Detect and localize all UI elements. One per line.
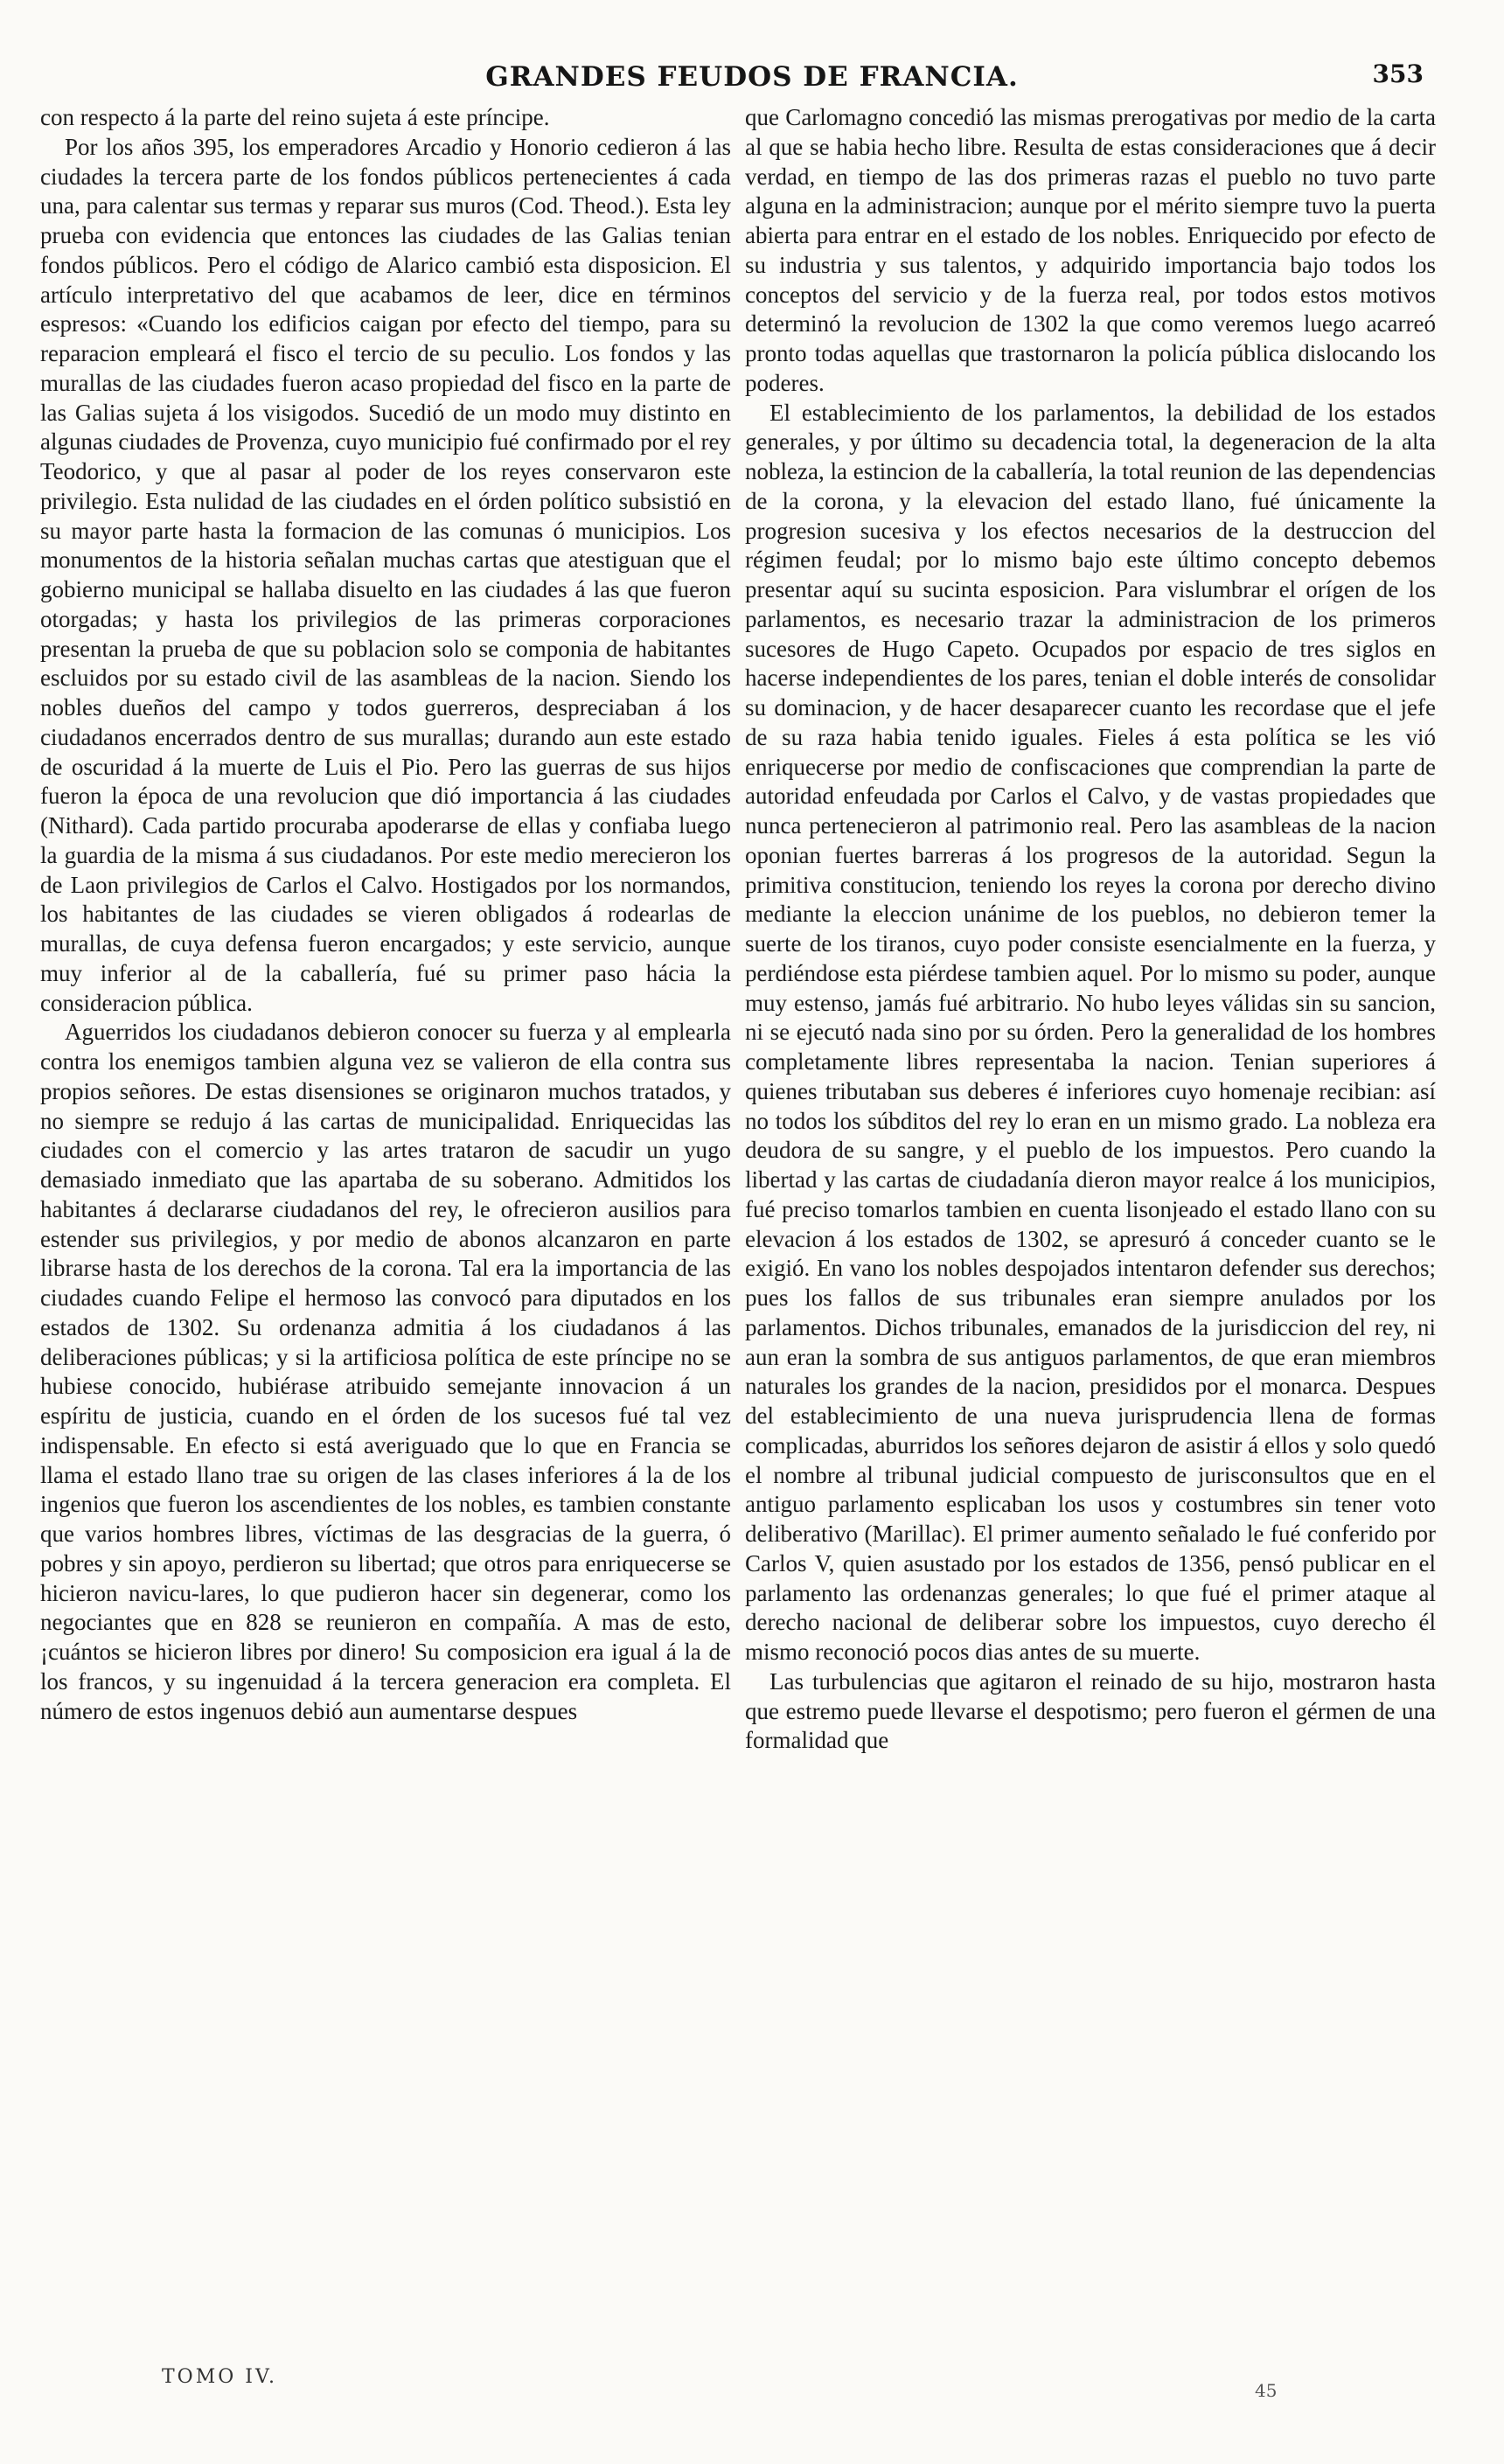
paragraph: Aguerridos los ciudadanos debieron conocer su fuerza y al emplearla contra los enemigos tambien alguna vez se valieron de ella contra sus propios señores. De estas disensiones se originaron muchos tratados, y no siempre se redujo á las cartas de municipalidad. Enriquecidas las ciudades con el comercio y las artes trataron de sacudir un yugo demasiado inmediato que las apartaba de su soberano. Admitidos los habitantes á declararse ciudadanos del rey, le ofrecieron ausilios para estender sus privilegios, y por medio de abonos alcanzaron en parte librarse hasta de los derechos de la corona. Tal era la importancia de las ciudades cuando Felipe el hermoso las convocó para diputados en los estados de 1302. Su ordenanza admitia á los ciudadanos á las deliberaciones públicas; y si la artificiosa política de este príncipe no se hubiese conocido, hubiérase atribuido semejante innovacion á un espíritu de justicia, cuando en el órden de los sucesos fué tal vez indispensable. En efecto si está averiguado que lo que en Francia se llama el estado llano trae su origen de las clases inferiores á la de los ingenios que fueron los ascendientes de los nobles, es tambien constante que varios hombres libres, víctimas de las desgracias de la guerra, ó pobres y sin apoyo, perdieron su libertad; que otros para enriquecerse se hicieron navicu-lares, lo que pudieron hacer sin degenerar, como los negociantes que en 828 se reunieron en compañía. A mas de esto, ¡cuántos se hicieron libres por dinero! Su composicion era igual á la de los francos, y su ingenuidad á la tercera generacion era completa. El número de estos ingenuos debió aun aumentarse despues [40,1019,731,1724]
page-number: 353 [1372,59,1424,88]
paragraph: con respecto á la parte del reino sujeta á este príncipe. [40,104,550,130]
paragraph: El establecimiento de los parlamentos, la debilidad de los estados generales, y por último su decadencia total, la degeneracion de la alta nobleza, la estincion de la caballería, la total reunion de las dependencias de la corona, y la elevacion del estado llano, fué únicamente la progresion sucesiva y los efectos necesarios de la destruccion del régimen feudal; por lo mismo bajo este último concepto debemos presentar aquí su sucinta esposicion. Para vislumbrar el orígen de los parlamentos, es necesario trazar la administracion de los primeros sucesores de Hugo Capeto. Ocupados por espacio de tres siglos en hacerse independientes de los pares, tenian el doble interés de consolidar su dominacion, y de hacer desaparecer cuanto les recordase que el jefe de su raza habia tenido iguales. Fieles á esta política se les vió enriquecerse por medio de confiscaciones que comprendian la parte de autoridad enfeudada por Carlos el Calvo, y de vastas propiedades que nunca pertenecieron al patrimonio real. Pero las asambleas de la nacion oponian fuertes barreras á los progresos de la autoridad. Segun la primitiva constitucion, teniendo los reyes la corona por derecho divino mediante la eleccion unánime de los pueblos, no debieron temer la suerte de los tiranos, cuyo poder consiste esencialmente en la fuerza, y perdiéndose esta piérdese tambien aquel. Por lo mismo su poder, aunque muy estenso, jamás fué arbitrario. No hubo leyes válidas sin su sancion, ni se ejecutó nada sino por su órden. Pero la generalidad de los hombres completamente libres representaba la nacion. Tenian superiores á quienes tributaban sus deberes é inferiores cuyo homenaje recibian: así no todos los súbditos del rey lo eran en un mismo grado. La nobleza era deudora de su sangre, y el pueblo de los impuestos. Pero cuando la libertad y las cartas de ciudadanía dieron mayor realce á los municipios, fué preciso tomarlos tambien en cuenta lisonjeado el estado llano con su elevacion á los estados de 1302, se apresuró á conceder cuanto se le exigió. En vano los nobles despojados intentaron defender sus derechos; pues los fallos de sus tribunales eran siempre anulados por los parlamentos. Dichos tribunales, emanados de la jurisdiccion del rey, ni aun eran la sombra de sus antiguos parlamentos, de que eran miembros naturales los grandes de la nacion, presididos por el monarca. Despues del establecimiento de una nueva jurisprudencia llena de formas complicadas, aburridos los señores dejaron de asistir á ellos y solo quedó el nombre al tribunal judicial compuesto de jurisconsultos que en el antiguo parlamento esplicaban los usos y costumbres sin tener voto deliberativo (Marillac). El primer aumento señalado le fué conferido por Carlos V, quien asustado por los estados de 1356, pensó publicar en el parlamento las ordenanzas generales; lo que fué el primer ataque al derecho nacional de deliberar sobre los impuestos, cuyo derecho él mismo reconoció pocos dias antes de su muerte. [745,399,1436,1665]
right-column [745,103,1436,2350]
running-title: GRANDES FEUDOS DE FRANCIA. [485,61,1019,93]
volume-signature: TOMO IV. [162,2366,277,2388]
paragraph: Por los años 395, los emperadores Arcadio y Honorio cedieron á las ciudades la tercera parte de los fondos públicos pertenecientes á cada una, para calentar sus termas y reparar sus muros (Cod. Theod.). Esta ley prueba con evidencia que entonces las ciudades de las Galias tenian fondos públicos. Pero el código de Alarico cambió esta disposicion. El artículo interpretativo del que acabamos de leer, dice en términos espresos: «Cuando los edificios caigan por efecto del tiempo, para su reparacion empleará el fisco el tercio de su peculio. Los fondos y las murallas de las ciudades fueron acaso propiedad del fisco en la parte de las Galias sujeta á los visigodos. Sucedió de un modo muy distinto en algunas ciudades de Provenza, cuyo municipio fué confirmado por el rey Teodorico, y que al pasar al poder de los reyes conservaron este privilegio. Esta nulidad de las ciudades en el órden político subsistió en su mayor parte hasta la formacion de las comunas ó municipios. Los monumentos de la historia señalan muchas cartas que atestiguan que el gobierno municipal se hallaba disuelto en las ciudades á las que fueron otorgadas; y hasta los privilegios de las primeras corporaciones presentan la prueba de que su poblacion solo se componia de habitantes escluidos por su estado civil de las asambleas de la nacion. Siendo los nobles dueños del campo y todos guerreros, despreciaban á los ciudadanos encerrados dentro de sus murallas; durando aun este estado de oscuridad á la muerte de Luis el Pio. Pero las guerras de sus hijos fueron la época de una revolucion que dió importancia á las ciudades (Nithard). Cada partido procuraba apoderarse de ellas y confiaba luego la guardia de la misma á sus ciudadanos. Por este medio merecieron los de Laon privilegios de Carlos el Calvo. Hostigados por los normandos, los habitantes de las ciudades se vieren obligados á rodearlas de murallas, de cuya defensa fueron encargados; y este servicio, aunque muy inferior al de la caballería, fué su primer paso hácia la consideracion pública. [40,133,731,1016]
paragraph: Las turbulencias que agitaron el reinado de su hijo, mostraron hasta que estremo puede llevarse el despotismo; pero fueron el gérmen de una formalidad que [745,1667,1436,1754]
printer-signature-mark: 45 [1255,2380,1278,2401]
left-column [40,103,731,2350]
paragraph: que Carlomagno concedió las mismas prerogativas por medio de la carta al que se habia hecho libre. Resulta de estas consideraciones que á decir verdad, en tiempo de las dos primeras razas el pueblo no tuvo parte alguna en la administracion; aunque por el mérito siempre tuvo la puerta abierta para entrar en el estado de los nobles. Enriquecido por efecto de su industria y sus talentos, y adquirido importancia bajo todos los conceptos del servicio y de la fuerza real, por todos estos motivos determinó la revolucion de 1302 la que como veremos luego acarreó pronto todas aquellas que trastornaron la policía pública dislocando los poderes. [745,104,1436,396]
